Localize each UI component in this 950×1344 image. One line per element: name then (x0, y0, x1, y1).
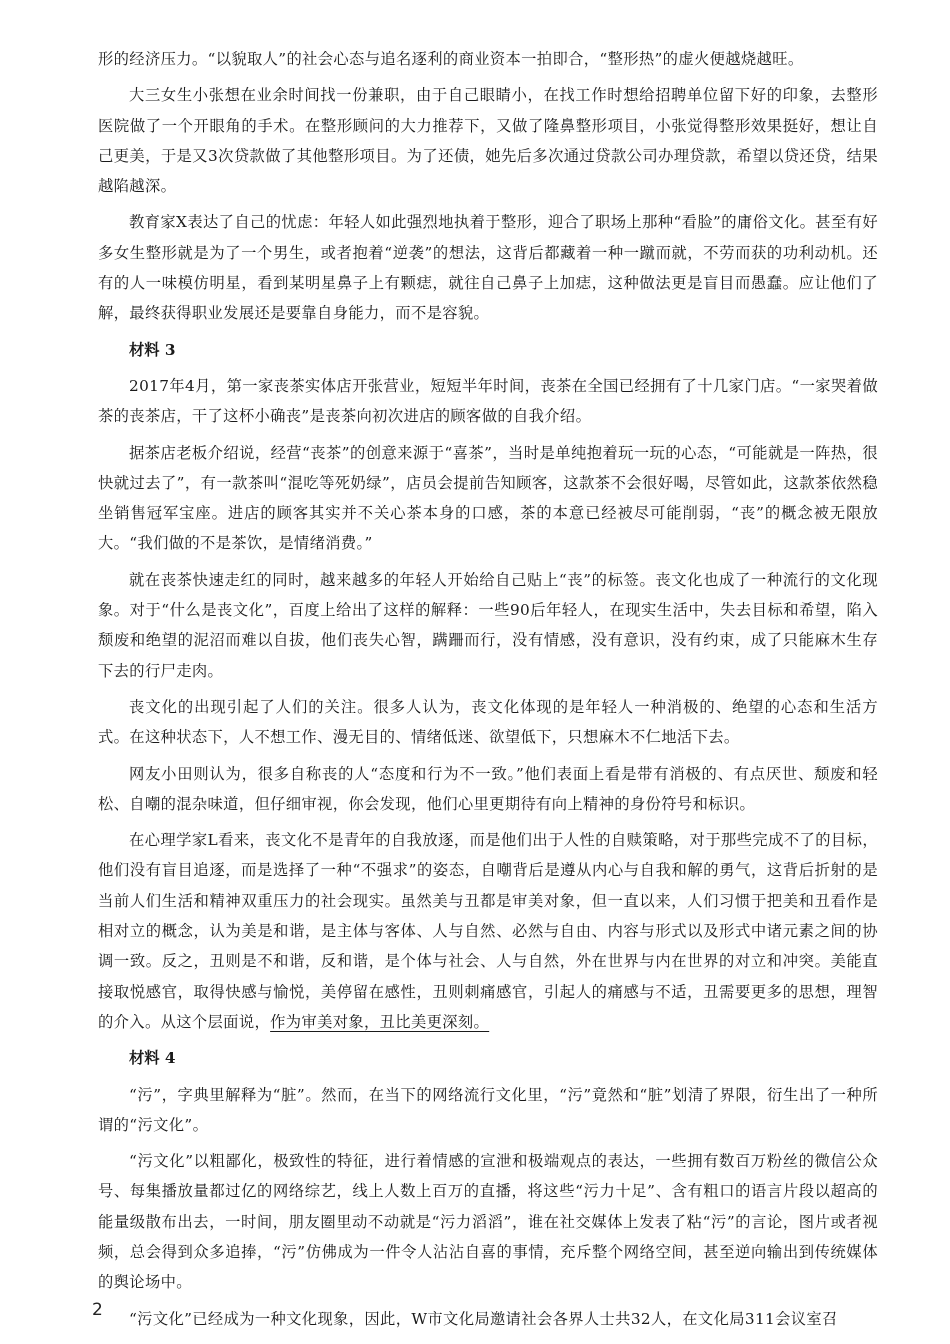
psychologist-text: 在心理学家L看来，丧文化不是青年的自我放逐，而是他们出于人性的自赎策略，对于那些完成不了的目标，他们没有盲目追逐，而是选择了一种“不强求”的姿态，自嘲背后是遵从内心与自我和解的勇气，这背后折射的是当前人们生活和精神双重压力的社会现实。虽然美与丑都是审美对象，但一直以来，人们习惯于把美和丑看作是相对立的概念，认为美是和谐，是主体与客体、人与自然、必然与自由、内容与形式以及形式中诸元素之间的协调一致。反之，丑则是不和谐，反和谐，是个体与社会、人与自然，外在世界与内在世界的对立和冲突。美能直接取悦感官，取得快感与愉悦，美停留在感性，丑则刺痛感官，引起人的痛感与不适，丑需要更多的思想，理智的介入。从这个层面说， (98, 831, 878, 1031)
heading-material-4: 材料 4 (129, 1049, 176, 1068)
document-page (98, 44, 878, 1340)
paragraph-xiaozhang: 大三女生小张想在业余时间找一份兼职，由于自己眼睛小，在找工作时想给招聘单位留下好的印象，去整形医院做了一个开眼角的手术。在整形顾问的大力推荐下，又做了隆鼻整形项目，小张觉得整形效果挺好，想让自己更美，于是又3次贷款做了其他整形项目。为了还债，她先后多次通过贷款公司办理贷款，希望以贷还贷，结果越陷越深。 (98, 86, 878, 196)
paragraph-continuation: 形的经济压力。“以貌取人”的社会心态与追名逐利的商业资本一拍即合，“整形热”的虚火便越烧越旺。 (98, 50, 804, 68)
heading-material-3: 材料 3 (129, 340, 176, 359)
paragraph-wu-culture-features: “污文化”以粗鄙化，极致性的特征，进行着情感的宣泄和极端观点的表达，一些拥有数百万粉丝的微信公众号、每集播放量都过亿的网络综艺，线上人数上百万的直播，将这些“污力十足”、含有粗口的语言片段以超高的能量级散布出去，一时间，朋友圈里动不动就是“污力滔滔”，谁在社交媒体上发表了粘“污”的言论，图片或者视频，总会得到众多追捧，“污”仿佛成为一件令人沾沾自喜的事情，充斥整个网络空间，甚至逆向输出到传统媒体的舆论场中。 (98, 1152, 878, 1292)
paragraph-wu-definition: “污”，字典里解释为“脏”。然而，在当下的网络流行文化里，“污”竟然和“脏”划清了界限，衍生出了一种所谓的“污文化”。 (98, 1085, 878, 1134)
paragraph-wu-culture-meeting: “污文化”已经成为一种文化现象，因此，W市文化局邀请社会各界人士共32人，在文化局311会议室召 (129, 1309, 838, 1328)
underlined-sentence: 作为审美对象，丑比美更深刻。 (270, 1012, 490, 1031)
page-number: 2 (92, 1300, 103, 1320)
paragraph-sang-culture-attention: 丧文化的出现引起了人们的关注。很多人认为，丧文化体现的是年轻人一种消极的、绝望的心态和生活方式。在这种状态下，人不想工作、漫无目的、情绪低迷、欲望低下，只想麻木不仁地活下去。 (98, 697, 878, 747)
paragraph-netizen-xiaotian: 网友小田则认为，很多自称丧的人“态度和行为不一致。”他们表面上看是带有消极的、有点厌世、颓废和轻松、自嘲的混杂味道，但仔细审视，你会发现，他们心里更期待有向上精神的身份符号和标识。 (98, 764, 878, 813)
paragraph-sang-tea-opening: 2017年4月，第一家丧茶实体店开张营业，短短半年时间，丧茶在全国已经拥有了十几家门店。“一家哭着做茶的丧茶店，干了这杯小确丧”是丧茶向初次进店的顾客做的自我介绍。 (98, 376, 878, 426)
paragraph-psychologist-l (98, 825, 878, 1037)
paragraph-sang-culture-definition: 就在丧茶快速走红的同时，越来越多的年轻人开始给自己贴上“丧”的标签。丧文化也成了一种流行的文化现象。对于“什么是丧文化”，百度上给出了这样的解释：一些90后年轻人，在现实生活中，失去目标和希望，陷入颓废和绝望的泥沼而难以自拔，他们丧失心智，蹒跚而行，没有情感，没有意识，没有约束，成了只能麻木生存下去的行尸走肉。 (98, 570, 878, 680)
paragraph-educator-x: 教育家X表达了自己的忧虑：年轻人如此强烈地执着于整形，迎合了职场上那种“看脸”的庸俗文化。甚至有好多女生整形就是为了一个男生，或者抱着“逆袭”的想法，这背后都藏着一种一蹴而就，不劳而获的功利动机。还有的人一味模仿明星，看到某明星鼻子上有颗痣，就往自己鼻子上加痣，这种做法更是盲目而愚蠢。应让他们了解，最终获得职业发展还是要靠自身能力，而不是容貌。 (98, 213, 878, 323)
paragraph-sang-tea-owner: 据茶店老板介绍说，经营“丧茶”的创意来源于“喜茶”，当时是单纯抱着玩一玩的心态，“可能就是一阵热，很快就过去了”，有一款茶叫“混吃等死奶绿”，店员会提前告知顾客，这款茶不会很好喝，尽管如此，这款茶依然稳坐销售冠军宝座。进店的顾客其实并不关心茶本身的口感，茶的本意已经被尽可能削弱，“丧”的概念被无限放大。“我们做的不是茶饮，是情绪消费。” (98, 443, 878, 553)
